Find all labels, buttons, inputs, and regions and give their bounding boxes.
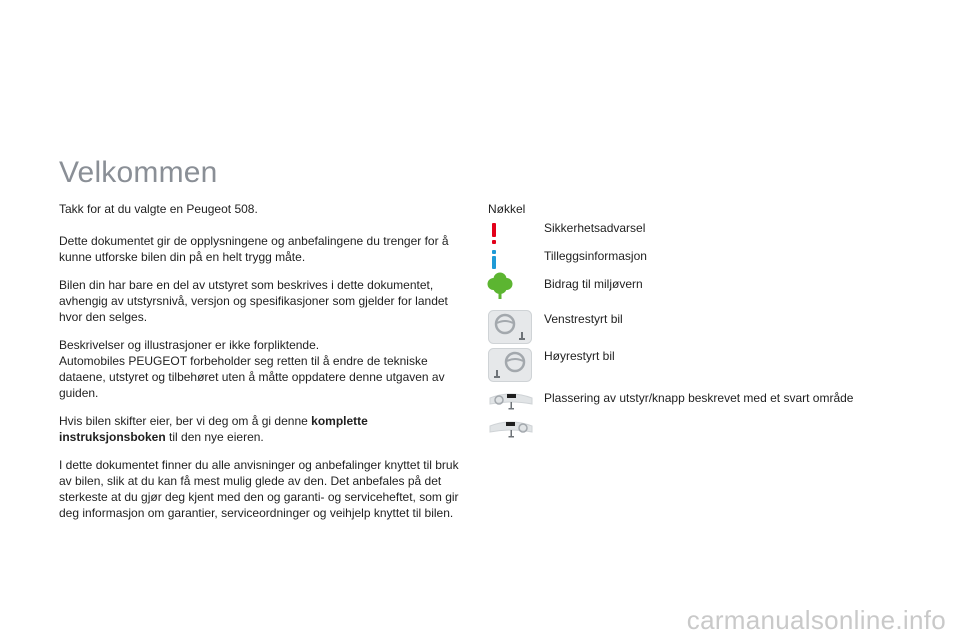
left-hand-drive-icon [488,310,532,344]
intro-paragraph-1: Takk for at du valgte en Peugeot 508. [59,202,258,216]
page-title: Velkommen [59,156,218,189]
key-heading: Nøkkel [488,202,526,216]
key-label-environment: Bidrag til miljøvern [544,277,643,291]
dashboard-location-icon [488,388,534,412]
key-label-safety: Sikkerhetsadvarsel [544,221,646,235]
intro-paragraph-6: I dette dokumentet finner du alle anvisninger og anbefalinger knyttet til bruk av bilen, slik at du kan få mest mulig glede av den. Det anbefales på det sterkeste at du gjør deg kjent med den og garanti- og serviceheftet, som gir deg informasjon om garantier, serviceordninger og veihjelp knyttet til bilen. [59,458,459,520]
intro-paragraph-3: Bilen din har bare en del av utstyret som beskrives i dette dokumentet, avhengig av utstyrsnivå, versjon og spesifikasjoner som gjelder for landet hvor den selges. [59,278,448,324]
watermark: carmanualsonline.info [686,605,946,635]
dashboard-location-icon-rhd [488,416,534,440]
intro-paragraph-4-line-1: Beskrivelser og illustrasjoner er ikke forpliktende. [59,338,320,352]
tree-icon [487,272,513,300]
intro-paragraph-5-end: til den nye eieren. [165,430,264,444]
intro-paragraph-4 [59,337,459,401]
intro-paragraph-2: Dette dokumentet gir de opplysningene og anbefalingene du trenger for å kunne utforske bilen din på en helt trygg måte. [59,234,449,264]
intro-text [59,201,459,521]
right-hand-drive-icon [488,348,532,382]
intro-paragraph-4-line-2: Automobiles PEUGEOT forbeholder seg retten til å endre de tekniske dataene, utstyret og tilbehøret uten å måtte oppdatere denne utgaven av guiden. [59,354,445,400]
key-label-location: Plassering av utstyr/knapp beskrevet med et svart område [544,391,854,405]
intro-paragraph-5 [59,413,459,445]
key-label-rhd: Høyrestyrt bil [544,349,615,363]
intro-paragraph-5-start: Hvis bilen skifter eier, ber vi deg om å gi denne [59,414,312,428]
intro-paragraph-5-bold: komplette instruksjonsboken [59,414,368,444]
exclamation-icon [488,223,500,245]
info-icon [488,250,500,270]
key-label-info: Tilleggsinformasjon [544,249,647,263]
key-label-lhd: Venstrestyrt bil [544,312,623,326]
